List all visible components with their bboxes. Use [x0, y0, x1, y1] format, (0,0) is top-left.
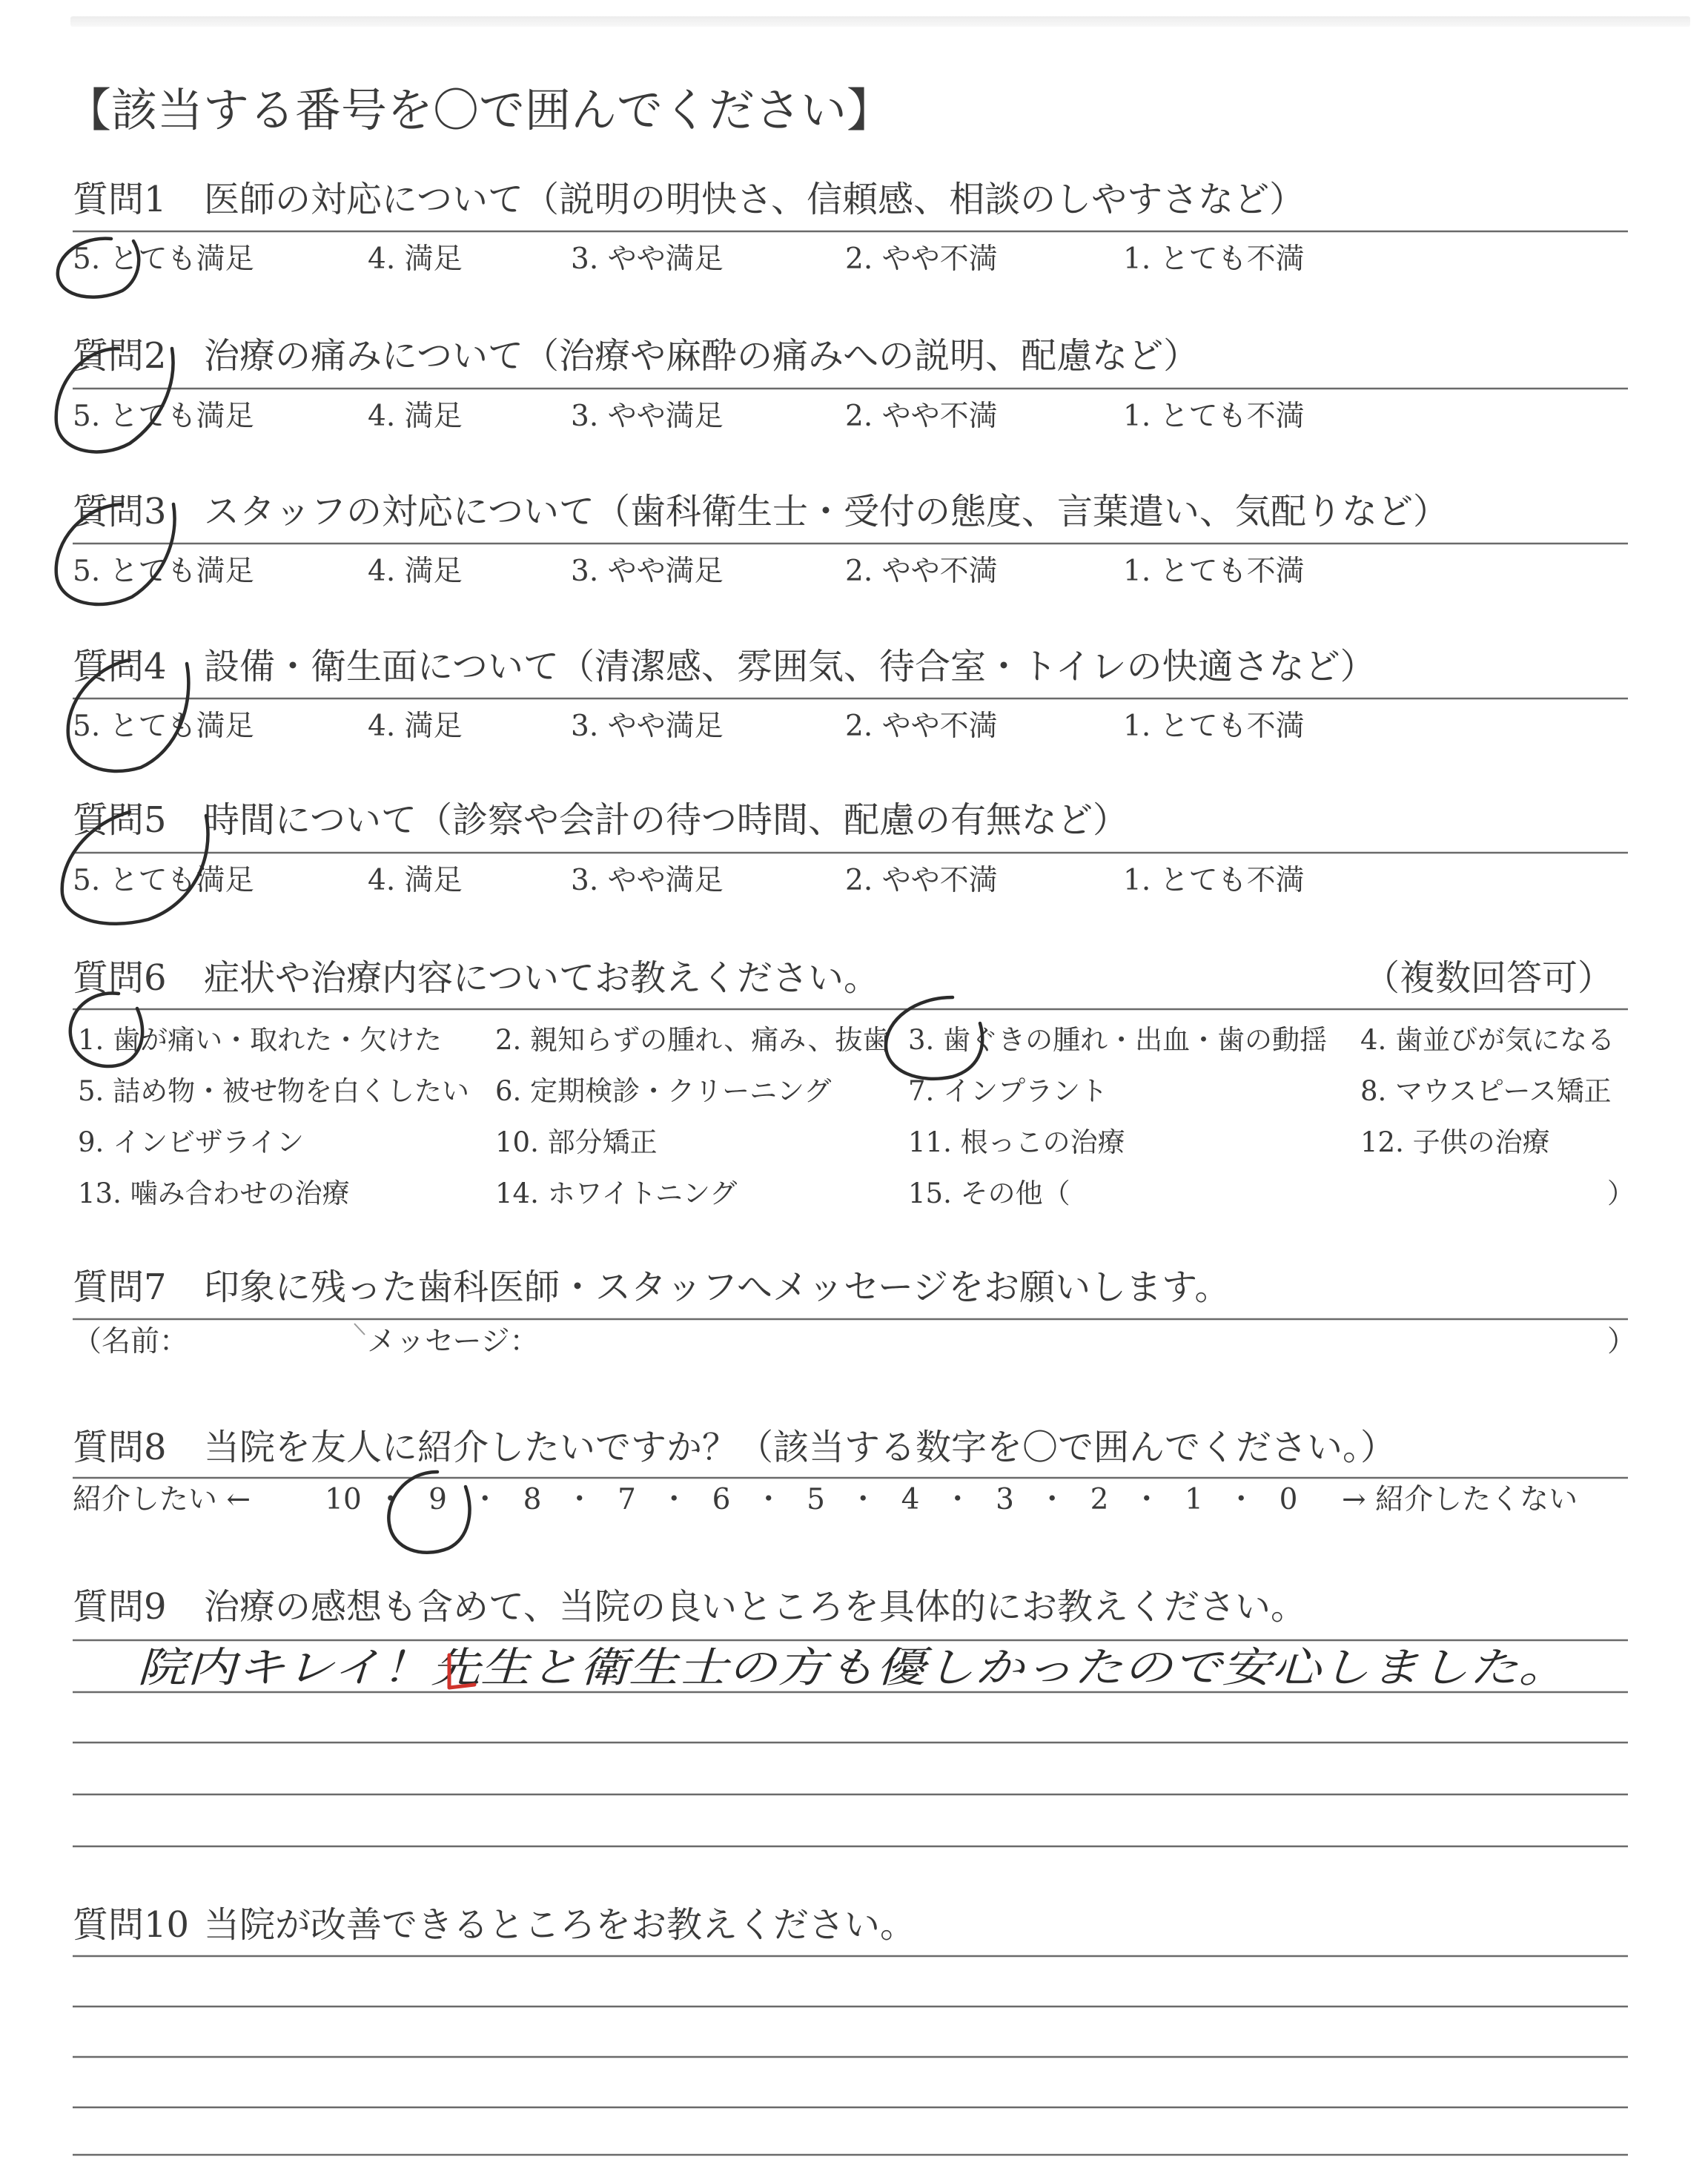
q8-scale-separator: ・: [659, 1483, 689, 1516]
q8-scale-separator: ・: [1132, 1483, 1162, 1516]
q2-text: 治療の痛みについて（治療や麻酔の痛みへの説明、配慮など）: [204, 335, 1199, 377]
q3-opt-3[interactable]: 3. やや満足: [571, 555, 724, 588]
q5-text: 時間について（診察や会計の待つ時間、配慮の有無など）: [204, 799, 1129, 841]
q9-label: 質問9: [73, 1586, 167, 1628]
q5-opt-5[interactable]: 5. とても満足: [73, 864, 254, 897]
q8-scale-separator: ・: [1226, 1483, 1256, 1516]
q7-label: 質問7: [73, 1266, 167, 1308]
q8-scale-0[interactable]: 0: [1279, 1483, 1298, 1516]
q7-text: 印象に残った歯科医師・スタッフへメッセージをお願いします。: [204, 1266, 1231, 1308]
q9-handwritten-answer: 院内キレイ！先生と衛生士の方も優しかったので安心しました。: [137, 1644, 1568, 1692]
form-header: 【該当する番号を〇で囲んでください】: [65, 83, 893, 137]
q7-close: ）: [1607, 1325, 1637, 1358]
q6-opt-10[interactable]: 10. 部分矯正: [495, 1126, 658, 1158]
q8-scale-8[interactable]: 8: [523, 1483, 542, 1516]
q7-name-divider: [354, 1324, 365, 1335]
q8-left-label: 紹介したい ←: [73, 1483, 251, 1516]
q4-opt-3[interactable]: 3. やや満足: [571, 710, 724, 743]
q6-opt-9[interactable]: 9. インビザライン: [78, 1126, 304, 1158]
q6-opt-15[interactable]: 15. その他（: [908, 1178, 1070, 1209]
q9-text: 治療の感想も含めて、当院の良いところを具体的にお教えください。: [204, 1586, 1307, 1628]
q6-text: 症状や治療内容についてお教えください。: [204, 957, 880, 999]
q3-opt-5[interactable]: 5. とても満足: [73, 555, 254, 588]
q6-opt-3[interactable]: 3. 歯ぐきの腫れ・出血・歯の動揺: [908, 1024, 1328, 1056]
q8-label: 質問8: [73, 1427, 167, 1468]
q6-note: （複数回答可）: [1364, 957, 1614, 999]
q8-scale-6[interactable]: 6: [712, 1483, 731, 1516]
q2-opt-1[interactable]: 1. とても不満: [1123, 400, 1305, 433]
q8-scale-separator: ・: [848, 1483, 878, 1516]
q4-opt-1[interactable]: 1. とても不満: [1123, 710, 1305, 743]
q6-opt-5[interactable]: 5. 詰め物・被せ物を白くしたい: [78, 1075, 470, 1107]
q8-right-label: → 紹介したくない: [1342, 1483, 1578, 1516]
q8-scale-7[interactable]: 7: [618, 1483, 636, 1516]
q4-opt-2[interactable]: 2. やや不満: [845, 710, 998, 743]
q10-label: 質問10: [73, 1904, 190, 1946]
q1-text: 医師の対応について（説明の明快さ、信頼感、相談のしやすさなど）: [204, 179, 1305, 220]
q6-other-close: ）: [1607, 1178, 1635, 1209]
q1-label: 質問1: [73, 179, 167, 220]
q8-scale-1[interactable]: 1: [1185, 1483, 1203, 1516]
q2-opt-2[interactable]: 2. やや不満: [845, 400, 998, 433]
q5-opt-2[interactable]: 2. やや不満: [845, 864, 998, 897]
q6-label: 質問6: [73, 957, 167, 999]
q6-opt-12[interactable]: 12. 子供の治療: [1360, 1126, 1550, 1158]
q5-label: 質問5: [73, 799, 167, 841]
q8-scale-separator: ・: [470, 1483, 500, 1516]
q6-opt-6[interactable]: 6. 定期検診・クリーニング: [495, 1075, 832, 1107]
q5-opt-4[interactable]: 4. 満足: [368, 864, 463, 897]
q4-opt-5[interactable]: 5. とても満足: [73, 710, 254, 743]
q2-opt-3[interactable]: 3. やや満足: [571, 400, 724, 433]
q6-opt-8[interactable]: 8. マウスピース矯正: [1360, 1075, 1612, 1107]
q1-opt-5[interactable]: 5. とても満足: [73, 242, 254, 276]
q8-scale-separator: ・: [943, 1483, 973, 1516]
q1-opt-1[interactable]: 1. とても不満: [1123, 242, 1305, 276]
q6-opt-14[interactable]: 14. ホワイトニング: [495, 1178, 738, 1209]
q3-text: スタッフの対応について（歯科衛生士・受付の態度、言葉遣い、気配りなど）: [204, 491, 1449, 532]
q6-opt-11[interactable]: 11. 根っこの治療: [908, 1126, 1125, 1158]
q8-scale-separator: ・: [565, 1483, 595, 1516]
q6-opt-4[interactable]: 4. 歯並びが気になる: [1360, 1024, 1615, 1056]
q3-label: 質問3: [73, 491, 167, 532]
q8-text: 当院を友人に紹介したいですか？（該当する数字を〇で囲んでください。）: [204, 1427, 1397, 1468]
q4-label: 質問4: [73, 646, 167, 687]
q2-label: 質問2: [73, 335, 167, 377]
q8-scale-separator: ・: [376, 1483, 406, 1516]
q6-opt-2[interactable]: 2. 親知らずの腫れ、痛み、抜歯: [495, 1024, 890, 1056]
q8-scale-3[interactable]: 3: [996, 1483, 1014, 1516]
q8-scale-separator: ・: [754, 1483, 784, 1516]
q4-opt-4[interactable]: 4. 満足: [368, 710, 463, 743]
q3-opt-4[interactable]: 4. 満足: [368, 555, 463, 588]
q7-message-label: メッセージ：: [367, 1325, 539, 1358]
q3-opt-2[interactable]: 2. やや不満: [845, 555, 998, 588]
q3-opt-1[interactable]: 1. とても不満: [1123, 555, 1305, 588]
q1-opt-3[interactable]: 3. やや満足: [571, 242, 724, 276]
q5-opt-1[interactable]: 1. とても不満: [1123, 864, 1305, 897]
q5-opt-3[interactable]: 3. やや満足: [571, 864, 724, 897]
q8-scale-separator: ・: [1037, 1483, 1067, 1516]
q8-scale-2[interactable]: 2: [1090, 1483, 1109, 1516]
q6-opt-7[interactable]: 7. インプラント: [908, 1075, 1108, 1107]
q1-opt-4[interactable]: 4. 満足: [368, 242, 463, 276]
q6-opt-13[interactable]: 13. 噛み合わせの治療: [78, 1178, 350, 1209]
q7-name-label: （名前：: [73, 1325, 189, 1358]
q8-scale-4[interactable]: 4: [901, 1483, 920, 1516]
q8-scale-9[interactable]: 9: [428, 1483, 447, 1516]
q8-scale-5[interactable]: 5: [807, 1483, 825, 1516]
q8-scale-10[interactable]: 10: [325, 1483, 362, 1516]
q2-opt-4[interactable]: 4. 満足: [368, 400, 463, 433]
q2-opt-5[interactable]: 5. とても満足: [73, 400, 254, 433]
q10-text: 当院が改善できるところをお教えください。: [204, 1904, 916, 1946]
q6-opt-1[interactable]: 1. 歯が痛い・取れた・欠けた: [78, 1024, 443, 1056]
q4-text: 設備・衛生面について（清潔感、雰囲気、待合室・トイレの快適さなど）: [204, 646, 1376, 687]
q1-opt-2[interactable]: 2. やや不満: [845, 242, 998, 276]
